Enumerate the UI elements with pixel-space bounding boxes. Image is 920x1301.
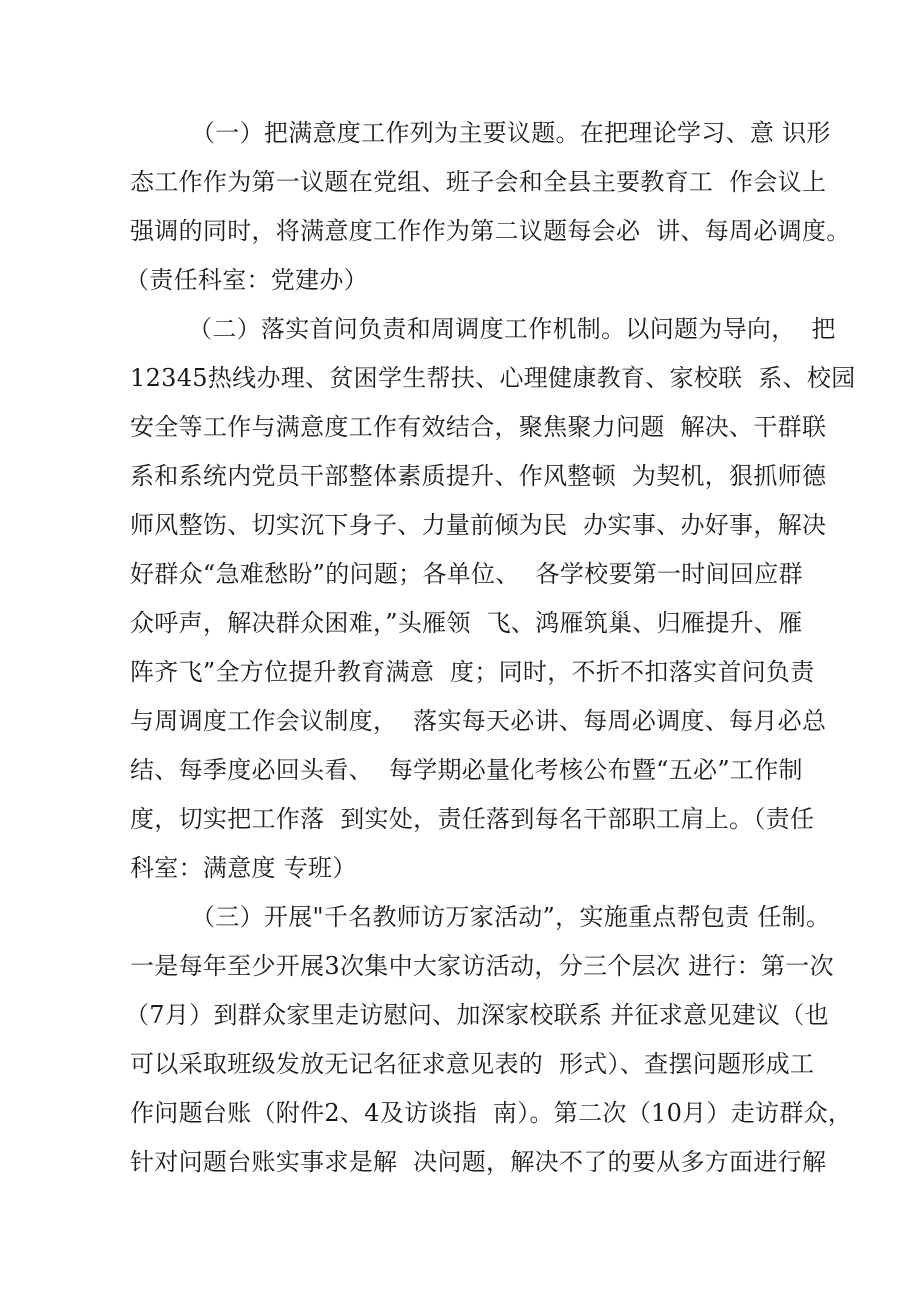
paragraph-3-line-6: 针对问题台账实事求是解 决问题，解决不了的要从多方面进行解 [130,1148,827,1176]
paragraph-2-line-10: 结、每季度必回头看、 每学期必量化考核公布暨“五必”工作制 [130,756,803,784]
paragraph-1-line-3: 强调的同时，将满意度工作作为第二议题每会必 讲、每周必调度。 [130,217,851,245]
paragraph-1-line-2: 态工作作为第一议题在党组、班子会和全县主要教育工 作会议上 [130,168,827,196]
paragraph-3-line-3: （7月）到群众家里走访慰问、加深家校联系 并征求意见建议（也 [125,1001,829,1029]
paragraph-2-line-4: 系和系统内党员干部整体素质提升、作风整顿 为契机，狠抓师德 [130,462,827,490]
paragraph-2-line-2: 12345热线办理、贫困学生帮扶、心理健康教育、家校联 系、校园 [130,364,856,392]
paragraph-1-line-4: （责任科室：党建办） [125,266,368,294]
paragraph-2-line-11: 度，切实把工作落 到实处，责任落到每名干部职工肩上。（责任 [130,805,815,833]
paragraph-1-line-1: （一）把满意度工作列为主要议题。在把理论学习、意 识形 [191,119,831,147]
paragraph-2-line-6: 好群众“急难愁盼”的问题；各单位、 各学校要第一时间回应群 [130,560,803,588]
paragraph-2-line-3: 安全等工作与满意度工作有效结合，聚焦聚力问题 解决、干群联 [130,413,827,441]
paragraph-3-line-4: 可以采取班级发放无记名征求意见表的 形式）、查摆问题形成工 [130,1050,815,1078]
paragraph-2-line-9: 与周调度工作会议制度， 落实每天必讲、每周必调度、每月必总 [130,707,827,735]
paragraph-2-line-1: （二）落实首问负责和周调度工作机制。以问题为导向， 把 [188,315,836,343]
paragraph-3-line-1: （三）开展"千名教师访万家活动”，实施重点帮包责 任制。 [191,903,831,931]
paragraph-3-line-5: 作问题台账（附件2、4及访谈指 南）。第二次（10月）走访群众， [130,1099,853,1127]
paragraph-2-line-12: 科室：满意度 专班） [130,854,357,882]
paragraph-2-line-5: 师风整饬、切实沉下身子、力量前倾为民 办实事、办好事，解决 [130,511,827,539]
paragraph-3-line-2: 一是每年至少开展3次集中大家访活动，分三个层次 进行：第一次 [130,952,834,980]
paragraph-2-line-7: 众呼声，解决群众困难，”头雁领 飞、鸿雁筑巢、归雁提升、雁 [130,609,803,637]
paragraph-2-line-8: 阵齐飞”全方位提升教育满意 度；同时，不折不扣落实首问负责 [130,658,815,686]
